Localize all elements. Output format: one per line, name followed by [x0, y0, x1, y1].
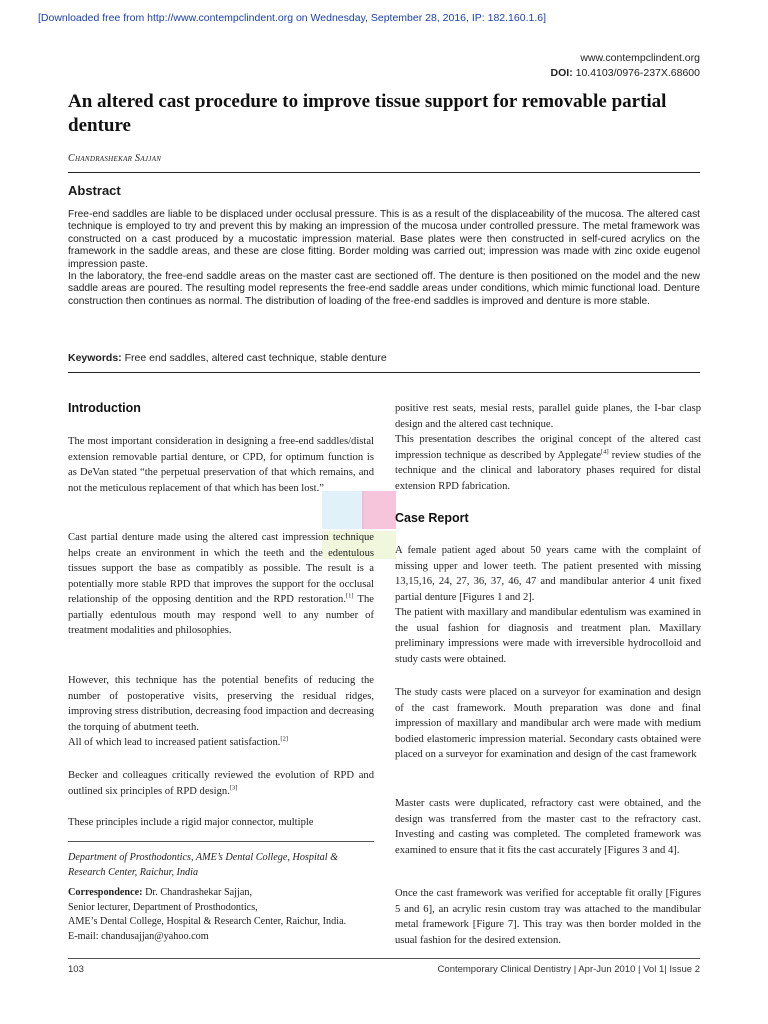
correspondence-name: Dr. Chandrashekar Sajjan,	[142, 887, 253, 898]
paragraph-text-part: This presentation describes the original concept of the altered cast impression technique as described by Applegate	[395, 434, 701, 461]
correspondence-line: AME’s Dental College, Hospital & Research Center, Raichur, India.	[68, 916, 347, 928]
introduction-heading: Introduction	[68, 401, 141, 415]
watermark-block	[322, 491, 364, 529]
paragraph-text	[395, 432, 701, 494]
abstract-heading: Abstract	[68, 183, 121, 198]
case-paragraph	[395, 886, 701, 948]
case-report-heading: Case Report	[395, 511, 469, 525]
journal-website[interactable]: www.contempclindent.org	[580, 52, 700, 64]
correspondence-label: Correspondence:	[68, 887, 143, 898]
paragraph-text: Master casts were duplicated, refractory cast were obtained, and the design was transferred from the master cast to the refractory cast. Investing and casting was completed. The completed framework was examined to ensure that it fits the cast accurately [Figures 3 and 4].	[395, 798, 701, 856]
abstract-paragraph: Free-end saddles are liable to be displaced under occlusal pressure. This is as a result of the displaceability of the mucosa. The altered cast technique is employed to try and prevent this by making an impression of the mucosa under controlled pressure. The metal framework was constructed on a cast produced by a mucostatic impression material. Base plates were then constructed in self-cured acrylics on the framework in the saddle areas, and these are close fitting. Border molding was carried out; impression was made with zinc oxide eugenol impression paste.	[68, 209, 700, 270]
abstract-bottom-rule	[68, 372, 700, 373]
citation-ref[interactable]: [4]	[601, 447, 609, 455]
paragraph-text: The most important consideration in designing a free-end saddles/distal extension removable partial denture, or CPD, for optimum function is as DeVan stated “the perpetual preservation of that which remains, and not the meticulous replacement of that which has been lost.”	[68, 436, 374, 494]
paragraph-text: These principles include a rigid major connector, multiple	[68, 817, 314, 828]
intro-paragraph	[68, 768, 374, 799]
citation-ref[interactable]: [2]	[280, 735, 288, 743]
journal-footer: Contemporary Clinical Dentistry | Apr-Jun 2010 | Vol 1| Issue 2	[437, 964, 700, 975]
doi-value[interactable]: 10.4103/0976-237X.68600	[575, 67, 700, 79]
paragraph-text-part: Becker and colleagues critically reviewed the evolution of RPD and outlined six principles of RPD design.	[68, 770, 374, 797]
abstract-body	[68, 209, 700, 308]
article-title: An altered cast procedure to improve tissue support for removable partial denture	[68, 91, 667, 136]
paragraph-text-part: review studies of the technique and the clinical and laboratory phases required for distal extension RPD fabrication.	[395, 449, 701, 492]
citation-ref[interactable]: [3]	[229, 783, 238, 791]
author-name: Chandrashekar Sajjan	[68, 153, 162, 164]
abstract-paragraph: In the laboratory, the free-end saddle areas on the master cast are sectioned off. The denture is then positioned on the model and the new saddle areas are poured. The resulting model represents the free-end saddle areas under conditions, which mimic functional load. Denture construction then continues as normal. The distribution of loading of the free-end saddles is improved and denture is more stable.	[68, 271, 700, 307]
body-paragraph	[395, 401, 701, 494]
intro-paragraph	[68, 815, 374, 831]
paragraph-text	[68, 735, 374, 751]
correspondence	[68, 886, 374, 944]
correspondence-email[interactable]: E-mail: chandusajjan@yahoo.com	[68, 930, 209, 942]
paragraph-text	[68, 768, 374, 799]
citation-ref[interactable]: [1]	[346, 592, 354, 600]
abstract-top-rule	[68, 172, 700, 173]
watermark-block	[362, 491, 396, 529]
paragraph-text	[68, 530, 374, 639]
keywords-line	[68, 352, 387, 364]
case-paragraph	[395, 685, 701, 763]
keywords-label: Keywords:	[68, 352, 122, 364]
keywords-text: Free end saddles, altered cast technique, stable denture	[124, 352, 387, 364]
doi-label: DOI:	[550, 67, 573, 79]
doi-line	[551, 67, 700, 79]
paragraph-text: The patient with maxillary and mandibular edentulism was examined in the usual fashion for diagnosis and treatment plan. Maxillary preliminary impressions were made with irreversible hydrocolloid and study casts were obtained.	[395, 607, 701, 665]
affiliation: Department of Prosthodontics, AME’s Dental College, Hospital & Research Center, Raichur, India	[68, 852, 339, 878]
correspondence-line: Senior lecturer, Department of Prosthodontics,	[68, 901, 258, 913]
paragraph-text-part: All of which lead to increased patient satisfaction.	[68, 737, 281, 748]
case-paragraph	[395, 543, 701, 667]
paragraph-text: positive rest seats, mesial rests, parallel guide planes, the I-bar clasp design and the altered cast technique.	[395, 403, 701, 430]
footer-rule	[68, 958, 700, 959]
intro-paragraph	[68, 530, 374, 639]
paragraph-text-part: Cast partial denture made using the altered cast impression technique helps create an environment in which the teeth and the edentulous tissues support the base as compatibly as possible. The result is a potentially more stable RPD that improves the support for the occlusal relationship of the opposing dentition and the RPD restoration.	[68, 532, 374, 605]
page-number: 103	[68, 964, 84, 975]
paragraph-text: A female patient aged about 50 years came with the complaint of missing upper and lower teeth. The patient presented with missing 13,15,16, 24, 27, 36, 37, 46, 47 and mandibular anterior 4 unit fixed partial denture [Figures 1 and 2].	[395, 545, 701, 603]
paragraph-text: However, this technique has the potential benefits of reducing the number of postoperative visits, preserving the residual ridges, improving stress distribution, decreasing food impaction and decreasing the torquing of abutment teeth.	[68, 675, 374, 733]
paragraph-text: The study casts were placed on a surveyor for examination and design of the cast framework. Mouth preparation was done and final impression of maxillary and mandibular arch were made with medium bodied elastomeric impression material. Secondary casts obtained were placed on a surveyor for examination and design of the cast framework	[395, 687, 701, 760]
paragraph-text: Once the cast framework was verified for acceptable fit orally [Figures 5 and 6], an acrylic resin custom tray was attached to the mandibular metal framework [Figure 7]. This tray was then border molded in the usual fashion for the desired extension.	[395, 888, 701, 946]
intro-paragraph	[68, 673, 374, 751]
download-notice[interactable]: [Downloaded free from http://www.contempclindent.org on Wednesday, September 28, 2016, IP: 182.160.1.6]	[38, 12, 546, 24]
correspondence-line	[68, 886, 374, 901]
case-paragraph	[395, 796, 701, 858]
affiliation-rule	[68, 841, 374, 842]
paragraph-text-part: The partially edentulous mouth may respond well to any number of treatment modalities and philosophies.	[68, 594, 374, 636]
intro-paragraph	[68, 434, 374, 496]
